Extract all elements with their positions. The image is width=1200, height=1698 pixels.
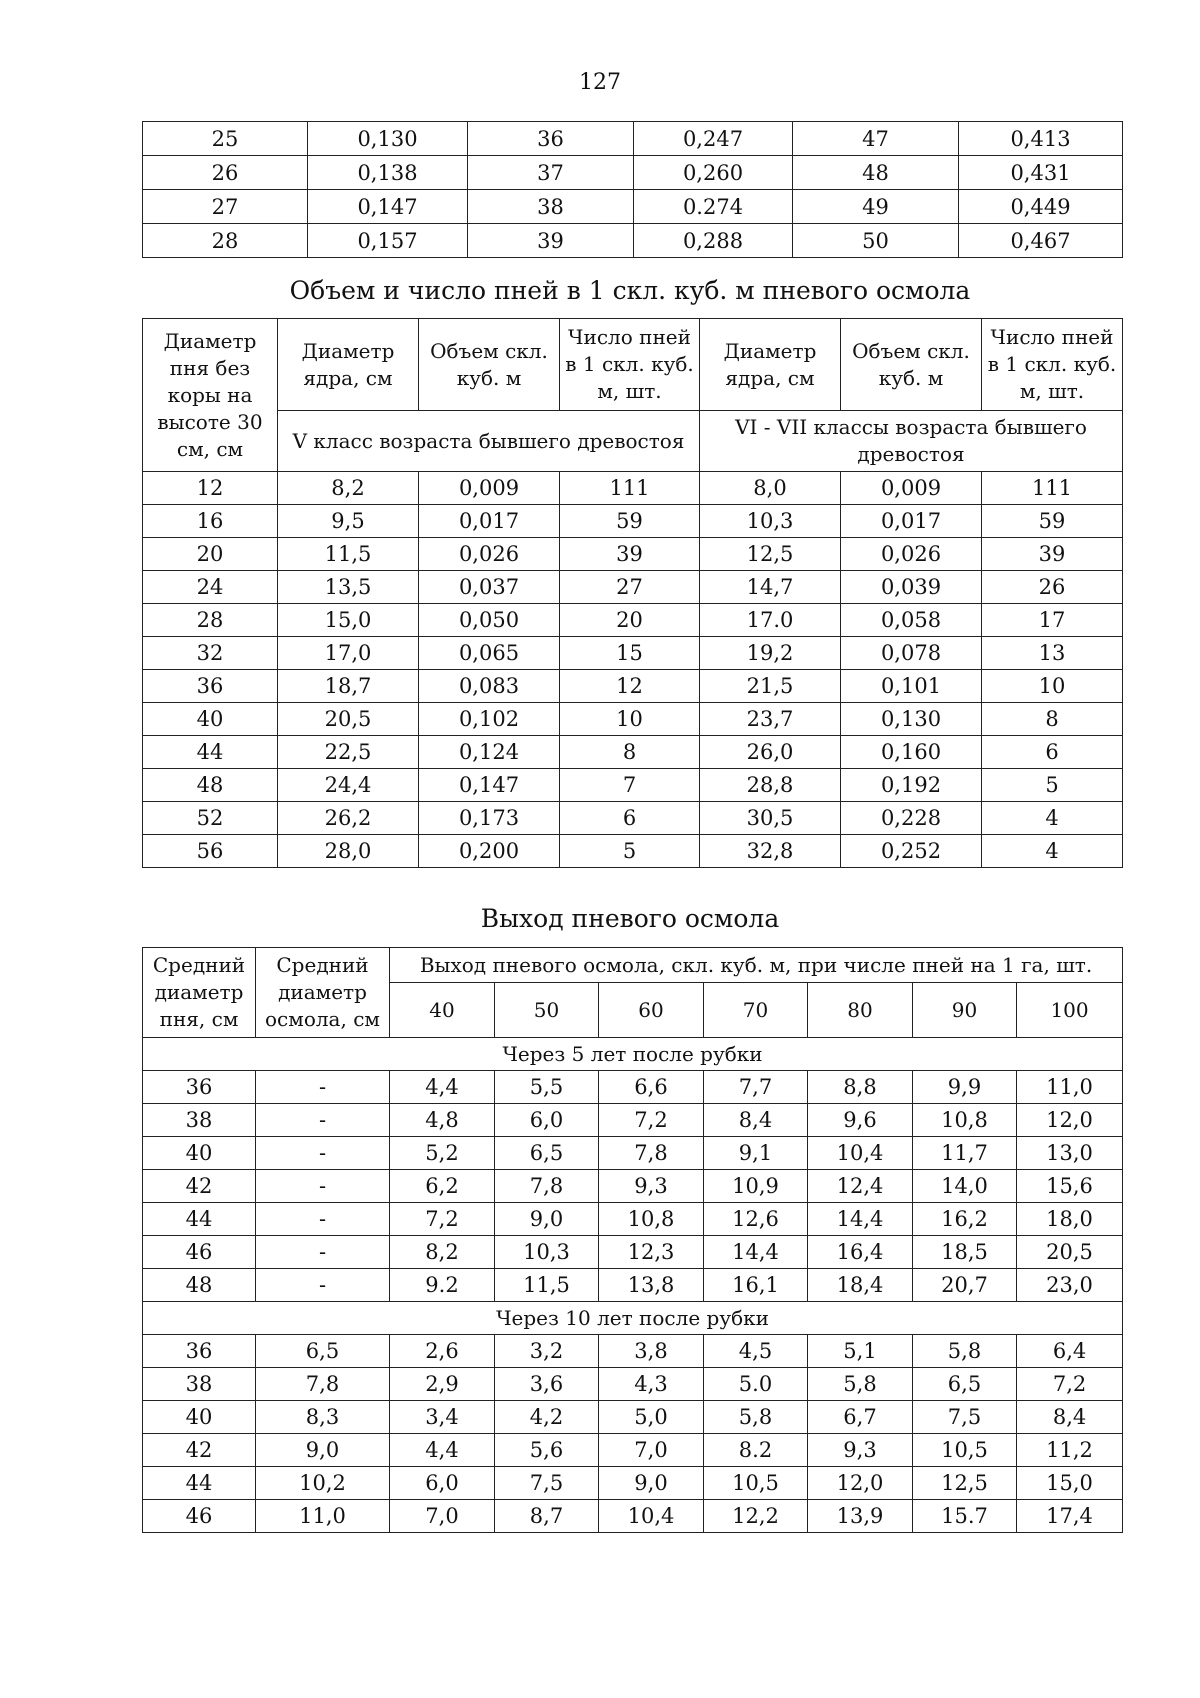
table-cell: 0,228 bbox=[841, 802, 982, 835]
table-cell: - bbox=[256, 1104, 390, 1137]
table-cell: 12,5 bbox=[700, 538, 841, 571]
table-cell: 0,026 bbox=[841, 538, 982, 571]
table-row bbox=[143, 1434, 1123, 1467]
table-cell: 9,6 bbox=[808, 1104, 913, 1137]
table-cell: 28,8 bbox=[700, 769, 841, 802]
table-row bbox=[143, 1467, 1123, 1500]
table-cell: 44 bbox=[143, 1203, 256, 1236]
table-cell: 8,3 bbox=[256, 1401, 390, 1434]
table-cell: 0,288 bbox=[634, 224, 793, 258]
table-cell: 5,0 bbox=[599, 1401, 704, 1434]
table-row bbox=[143, 835, 1123, 868]
table-cell: 12,2 bbox=[704, 1500, 808, 1533]
table-cell: 4,3 bbox=[599, 1368, 704, 1401]
table-cell: - bbox=[256, 1137, 390, 1170]
table-cell: 0,009 bbox=[419, 472, 560, 505]
table-cell: 0.274 bbox=[634, 190, 793, 224]
table-cell: 8,7 bbox=[495, 1500, 599, 1533]
table-cell: 18,0 bbox=[1017, 1203, 1123, 1236]
table-cell: 40 bbox=[143, 1137, 256, 1170]
table-cell: 48 bbox=[143, 1269, 256, 1302]
table-cell: 20,5 bbox=[278, 703, 419, 736]
table-cell: 10,4 bbox=[599, 1500, 704, 1533]
table-cell: 5 bbox=[982, 769, 1123, 802]
table-cell: 4,4 bbox=[390, 1434, 495, 1467]
header-volume-vi: Объем скл. куб. м bbox=[841, 319, 982, 411]
header-yield: Выход пневого осмола, скл. куб. м, при числе пней на 1 га, шт. bbox=[390, 948, 1123, 983]
table-row bbox=[143, 1401, 1123, 1434]
table-cell: 44 bbox=[143, 736, 278, 769]
table-cell: 6,2 bbox=[390, 1170, 495, 1203]
table-cell: 0,078 bbox=[841, 637, 982, 670]
table-cell: 7,0 bbox=[599, 1434, 704, 1467]
table-cell: 7,5 bbox=[913, 1401, 1017, 1434]
table-cell: 12,0 bbox=[808, 1467, 913, 1500]
table-cell: 0,026 bbox=[419, 538, 560, 571]
table-cell: 8,0 bbox=[700, 472, 841, 505]
table-cell: 10,2 bbox=[256, 1467, 390, 1500]
table-cell: 6 bbox=[982, 736, 1123, 769]
table-cell: 17 bbox=[982, 604, 1123, 637]
table-cell: 15.7 bbox=[913, 1500, 1017, 1533]
header-stump-count: 80 bbox=[808, 983, 913, 1038]
table-row bbox=[143, 637, 1123, 670]
table-cell: 23,7 bbox=[700, 703, 841, 736]
table-cell: 38 bbox=[143, 1368, 256, 1401]
table-cell: 0,124 bbox=[419, 736, 560, 769]
table-cell: 12 bbox=[143, 472, 278, 505]
resin-yield-table bbox=[142, 947, 1123, 1533]
table-cell: 9,0 bbox=[495, 1203, 599, 1236]
table-cell: 7,8 bbox=[599, 1137, 704, 1170]
table-cell: 50 bbox=[793, 224, 959, 258]
table-cell: 30,5 bbox=[700, 802, 841, 835]
table-cell: - bbox=[256, 1071, 390, 1104]
table-row bbox=[143, 190, 1123, 224]
table-cell: 10 bbox=[560, 703, 700, 736]
table-cell: 39 bbox=[468, 224, 634, 258]
table-cell: 18,7 bbox=[278, 670, 419, 703]
header-stump-diameter: Диаметр пня без коры на высоте 30 см, см bbox=[143, 319, 278, 472]
table-row bbox=[143, 571, 1123, 604]
table-cell: 12,5 bbox=[913, 1467, 1017, 1500]
table-cell: 5,8 bbox=[808, 1368, 913, 1401]
table-cell: 4,5 bbox=[704, 1335, 808, 1368]
table-cell: 7,5 bbox=[495, 1467, 599, 1500]
table-cell: 44 bbox=[143, 1467, 256, 1500]
table-cell: 7,8 bbox=[256, 1368, 390, 1401]
header-stump-count: 40 bbox=[390, 983, 495, 1038]
table-row bbox=[143, 1335, 1123, 1368]
table-cell: 21,5 bbox=[700, 670, 841, 703]
table-cell: 4,4 bbox=[390, 1071, 495, 1104]
table-cell: 9,9 bbox=[913, 1071, 1017, 1104]
table-cell: 56 bbox=[143, 835, 278, 868]
table-cell: 11,2 bbox=[1017, 1434, 1123, 1467]
header-stump-count: 100 bbox=[1017, 983, 1123, 1038]
table-cell: 0,173 bbox=[419, 802, 560, 835]
table-cell: 10,5 bbox=[704, 1467, 808, 1500]
table-row bbox=[143, 1137, 1123, 1170]
table-cell: 10,8 bbox=[599, 1203, 704, 1236]
table-cell: 2,6 bbox=[390, 1335, 495, 1368]
table-cell: 4 bbox=[982, 802, 1123, 835]
table-cell: 28 bbox=[143, 604, 278, 637]
table-cell: 8 bbox=[982, 703, 1123, 736]
table-row bbox=[143, 1269, 1123, 1302]
table-cell: 9,3 bbox=[599, 1170, 704, 1203]
table-cell: 6,0 bbox=[390, 1467, 495, 1500]
table-cell: 32,8 bbox=[700, 835, 841, 868]
table-cell: 12,0 bbox=[1017, 1104, 1123, 1137]
table-cell: 42 bbox=[143, 1434, 256, 1467]
table-cell: 11,5 bbox=[278, 538, 419, 571]
table-cell: 26,2 bbox=[278, 802, 419, 835]
table-cell: 0,083 bbox=[419, 670, 560, 703]
header-avg-stump-diameter: Средний диаметр пня, см bbox=[143, 948, 256, 1038]
table-cell: 0,130 bbox=[841, 703, 982, 736]
table-cell: 6,7 bbox=[808, 1401, 913, 1434]
table-cell: 52 bbox=[143, 802, 278, 835]
table-cell: 36 bbox=[143, 670, 278, 703]
table-cell: 9,0 bbox=[599, 1467, 704, 1500]
table-row bbox=[143, 703, 1123, 736]
table-cell: 0,130 bbox=[308, 122, 468, 156]
table-cell: 10,5 bbox=[913, 1434, 1017, 1467]
table-cell: 5,5 bbox=[495, 1071, 599, 1104]
table-cell: 18,4 bbox=[808, 1269, 913, 1302]
table-cell: 40 bbox=[143, 703, 278, 736]
table-cell: 10,4 bbox=[808, 1137, 913, 1170]
table-cell: 24,4 bbox=[278, 769, 419, 802]
table-cell: 8,2 bbox=[390, 1236, 495, 1269]
table-cell: 0,065 bbox=[419, 637, 560, 670]
table-cell: 16 bbox=[143, 505, 278, 538]
table-cell: 6 bbox=[560, 802, 700, 835]
resin-yield-caption: Выход пневого осмола bbox=[480, 904, 780, 933]
table-cell: 6,5 bbox=[913, 1368, 1017, 1401]
table-cell: 48 bbox=[143, 769, 278, 802]
table-cell: 9,5 bbox=[278, 505, 419, 538]
table-cell: 36 bbox=[143, 1071, 256, 1104]
table-cell: 5,6 bbox=[495, 1434, 599, 1467]
table-row bbox=[143, 736, 1123, 769]
table-cell: 4 bbox=[982, 835, 1123, 868]
table-cell: 3,4 bbox=[390, 1401, 495, 1434]
table-cell: 11,0 bbox=[1017, 1071, 1123, 1104]
table-cell: 17.0 bbox=[700, 604, 841, 637]
table-cell: 38 bbox=[143, 1104, 256, 1137]
table-cell: 59 bbox=[560, 505, 700, 538]
table-cell: 14,7 bbox=[700, 571, 841, 604]
table-cell: 5,8 bbox=[704, 1401, 808, 1434]
table-cell: 0,102 bbox=[419, 703, 560, 736]
table-cell: 20 bbox=[560, 604, 700, 637]
table-cell: 0,058 bbox=[841, 604, 982, 637]
table-cell: 39 bbox=[982, 538, 1123, 571]
header-core-diameter-v: Диаметр ядра, см bbox=[278, 319, 419, 411]
table-cell: 15,0 bbox=[1017, 1467, 1123, 1500]
table-cell: - bbox=[256, 1269, 390, 1302]
table-cell: 0,017 bbox=[841, 505, 982, 538]
table-cell: 13,0 bbox=[1017, 1137, 1123, 1170]
section-row bbox=[143, 1302, 1123, 1335]
table-cell: 10,8 bbox=[913, 1104, 1017, 1137]
table-row bbox=[143, 1236, 1123, 1269]
table-cell: 5,8 bbox=[913, 1335, 1017, 1368]
table-cell: 19,2 bbox=[700, 637, 841, 670]
table-row bbox=[143, 769, 1123, 802]
table-cell: 11,0 bbox=[256, 1500, 390, 1533]
header-group-vi-vii: VI - VII классы возраста бывшего древостоя bbox=[700, 411, 1123, 472]
section-title: Через 10 лет после рубки bbox=[143, 1302, 1123, 1335]
header-stump-count-vi: Число пней в 1 скл. куб. м, шт. bbox=[982, 319, 1123, 411]
table-row bbox=[143, 505, 1123, 538]
table-cell: 27 bbox=[560, 571, 700, 604]
table-cell: 24 bbox=[143, 571, 278, 604]
table-cell: 4,2 bbox=[495, 1401, 599, 1434]
table-cell: - bbox=[256, 1203, 390, 1236]
table-cell: 4,8 bbox=[390, 1104, 495, 1137]
table-cell: 0,449 bbox=[959, 190, 1123, 224]
table-row bbox=[143, 1170, 1123, 1203]
header-stump-count-v: Число пней в 1 скл. куб. м, шт. bbox=[560, 319, 700, 411]
table-row bbox=[143, 1368, 1123, 1401]
table-cell: 3,2 bbox=[495, 1335, 599, 1368]
table-cell: 13,5 bbox=[278, 571, 419, 604]
header-avg-resin-diameter: Средний диаметр осмола, см bbox=[256, 948, 390, 1038]
table-cell: 46 bbox=[143, 1236, 256, 1269]
table-cell: 0,147 bbox=[308, 190, 468, 224]
table-cell: 0,039 bbox=[841, 571, 982, 604]
table-cell: 12,4 bbox=[808, 1170, 913, 1203]
table-row bbox=[143, 604, 1123, 637]
table-cell: 9,0 bbox=[256, 1434, 390, 1467]
table-row bbox=[143, 122, 1123, 156]
table-cell: 17,4 bbox=[1017, 1500, 1123, 1533]
table-cell: 0,192 bbox=[841, 769, 982, 802]
table-cell: 18,5 bbox=[913, 1236, 1017, 1269]
table-cell: 9,1 bbox=[704, 1137, 808, 1170]
table-cell: 23,0 bbox=[1017, 1269, 1123, 1302]
table-row bbox=[143, 1104, 1123, 1137]
table-cell: 20,7 bbox=[913, 1269, 1017, 1302]
table-cell: 38 bbox=[468, 190, 634, 224]
table-row bbox=[143, 1203, 1123, 1236]
table-cell: 0,037 bbox=[419, 571, 560, 604]
table-cell: 15,0 bbox=[278, 604, 419, 637]
table-cell: 7,7 bbox=[704, 1071, 808, 1104]
table-cell: 0,050 bbox=[419, 604, 560, 637]
table-cell: 7,2 bbox=[390, 1203, 495, 1236]
table-cell: 0,413 bbox=[959, 122, 1123, 156]
table-cell: 0,431 bbox=[959, 156, 1123, 190]
table-cell: 42 bbox=[143, 1170, 256, 1203]
table-row bbox=[143, 802, 1123, 835]
table-cell: 0,160 bbox=[841, 736, 982, 769]
table-cell: 14,0 bbox=[913, 1170, 1017, 1203]
table-cell: 7,8 bbox=[495, 1170, 599, 1203]
table-row bbox=[143, 1071, 1123, 1104]
table-cell: 47 bbox=[793, 122, 959, 156]
table-cell: 9.2 bbox=[390, 1269, 495, 1302]
table-cell: 5.0 bbox=[704, 1368, 808, 1401]
table-cell: 16,1 bbox=[704, 1269, 808, 1302]
table-cell: 12,3 bbox=[599, 1236, 704, 1269]
table-cell: 6,6 bbox=[599, 1071, 704, 1104]
table-cell: 0,101 bbox=[841, 670, 982, 703]
table-cell: 3,6 bbox=[495, 1368, 599, 1401]
table-cell: 13,9 bbox=[808, 1500, 913, 1533]
table-row bbox=[143, 670, 1123, 703]
table-cell: 7 bbox=[560, 769, 700, 802]
table-cell: 6,5 bbox=[256, 1335, 390, 1368]
continuation-table bbox=[142, 121, 1123, 258]
table-cell: 3,8 bbox=[599, 1335, 704, 1368]
table-cell: 0,138 bbox=[308, 156, 468, 190]
section-title: Через 5 лет после рубки bbox=[143, 1038, 1123, 1071]
table-cell: 36 bbox=[468, 122, 634, 156]
table-cell: 111 bbox=[982, 472, 1123, 505]
table-cell: 5,2 bbox=[390, 1137, 495, 1170]
table-cell: 13 bbox=[982, 637, 1123, 670]
table-cell: - bbox=[256, 1236, 390, 1269]
table-cell: 40 bbox=[143, 1401, 256, 1434]
table-cell: 0,467 bbox=[959, 224, 1123, 258]
table-cell: 111 bbox=[560, 472, 700, 505]
table-cell: 26 bbox=[982, 571, 1123, 604]
table-cell: 32 bbox=[143, 637, 278, 670]
table-cell: 11,7 bbox=[913, 1137, 1017, 1170]
table-cell: 0,157 bbox=[308, 224, 468, 258]
table-cell: 5 bbox=[560, 835, 700, 868]
table-cell: 6,0 bbox=[495, 1104, 599, 1137]
table-cell: 27 bbox=[143, 190, 308, 224]
table-cell: 14,4 bbox=[808, 1203, 913, 1236]
table-cell: 6,5 bbox=[495, 1137, 599, 1170]
table-cell: 22,5 bbox=[278, 736, 419, 769]
table-cell: 8 bbox=[560, 736, 700, 769]
header-stump-count: 70 bbox=[704, 983, 808, 1038]
table-cell: 7,2 bbox=[599, 1104, 704, 1137]
table-cell: 8,4 bbox=[704, 1104, 808, 1137]
table-cell: 0,200 bbox=[419, 835, 560, 868]
table-row bbox=[143, 156, 1123, 190]
header-stump-count: 60 bbox=[599, 983, 704, 1038]
header-group-v: V класс возраста бывшего древостоя bbox=[278, 411, 700, 472]
section-row bbox=[143, 1038, 1123, 1071]
table-cell: 14,4 bbox=[704, 1236, 808, 1269]
table-cell: 28,0 bbox=[278, 835, 419, 868]
table-cell: 36 bbox=[143, 1335, 256, 1368]
table-cell: 0,009 bbox=[841, 472, 982, 505]
table-cell: 8,2 bbox=[278, 472, 419, 505]
table-cell: 10,9 bbox=[704, 1170, 808, 1203]
table-cell: 25 bbox=[143, 122, 308, 156]
table-cell: 9,3 bbox=[808, 1434, 913, 1467]
table-cell: 28 bbox=[143, 224, 308, 258]
table-cell: 26,0 bbox=[700, 736, 841, 769]
table-cell: 15,6 bbox=[1017, 1170, 1123, 1203]
table-cell: 39 bbox=[560, 538, 700, 571]
table-cell: 8.2 bbox=[704, 1434, 808, 1467]
stump-volume-caption: Объем и число пней в 1 скл. куб. м пневого осмола bbox=[289, 276, 971, 305]
table-cell: 8,4 bbox=[1017, 1401, 1123, 1434]
header-core-diameter-vi: Диаметр ядра, см bbox=[700, 319, 841, 411]
table-cell: 37 bbox=[468, 156, 634, 190]
table-cell: 20 bbox=[143, 538, 278, 571]
header-stump-count: 50 bbox=[495, 983, 599, 1038]
table-cell: - bbox=[256, 1170, 390, 1203]
table-cell: 20,5 bbox=[1017, 1236, 1123, 1269]
table-cell: 0,017 bbox=[419, 505, 560, 538]
table-cell: 10 bbox=[982, 670, 1123, 703]
table-cell: 10,3 bbox=[700, 505, 841, 538]
stump-volume-table bbox=[142, 318, 1123, 868]
table-cell: 48 bbox=[793, 156, 959, 190]
table-cell: 11,5 bbox=[495, 1269, 599, 1302]
table-cell: 49 bbox=[793, 190, 959, 224]
table-cell: 59 bbox=[982, 505, 1123, 538]
table-cell: 5,1 bbox=[808, 1335, 913, 1368]
table-cell: 16,2 bbox=[913, 1203, 1017, 1236]
table-row bbox=[143, 538, 1123, 571]
table-cell: 13,8 bbox=[599, 1269, 704, 1302]
table-cell: 0,252 bbox=[841, 835, 982, 868]
table-cell: 8,8 bbox=[808, 1071, 913, 1104]
header-stump-count: 90 bbox=[913, 983, 1017, 1038]
page-number: 127 bbox=[579, 70, 621, 95]
table-cell: 7,0 bbox=[390, 1500, 495, 1533]
table-cell: 17,0 bbox=[278, 637, 419, 670]
header-volume-v: Объем скл. куб. м bbox=[419, 319, 560, 411]
table-cell: 7,2 bbox=[1017, 1368, 1123, 1401]
table-cell: 12,6 bbox=[704, 1203, 808, 1236]
table-cell: 6,4 bbox=[1017, 1335, 1123, 1368]
table-cell: 0,260 bbox=[634, 156, 793, 190]
table-cell: 16,4 bbox=[808, 1236, 913, 1269]
table-row bbox=[143, 472, 1123, 505]
table-cell: 2,9 bbox=[390, 1368, 495, 1401]
table-cell: 26 bbox=[143, 156, 308, 190]
table-cell: 12 bbox=[560, 670, 700, 703]
table-row bbox=[143, 1500, 1123, 1533]
table-cell: 0,147 bbox=[419, 769, 560, 802]
table-cell: 0,247 bbox=[634, 122, 793, 156]
table-cell: 46 bbox=[143, 1500, 256, 1533]
table-cell: 10,3 bbox=[495, 1236, 599, 1269]
table-cell: 15 bbox=[560, 637, 700, 670]
table-row bbox=[143, 224, 1123, 258]
